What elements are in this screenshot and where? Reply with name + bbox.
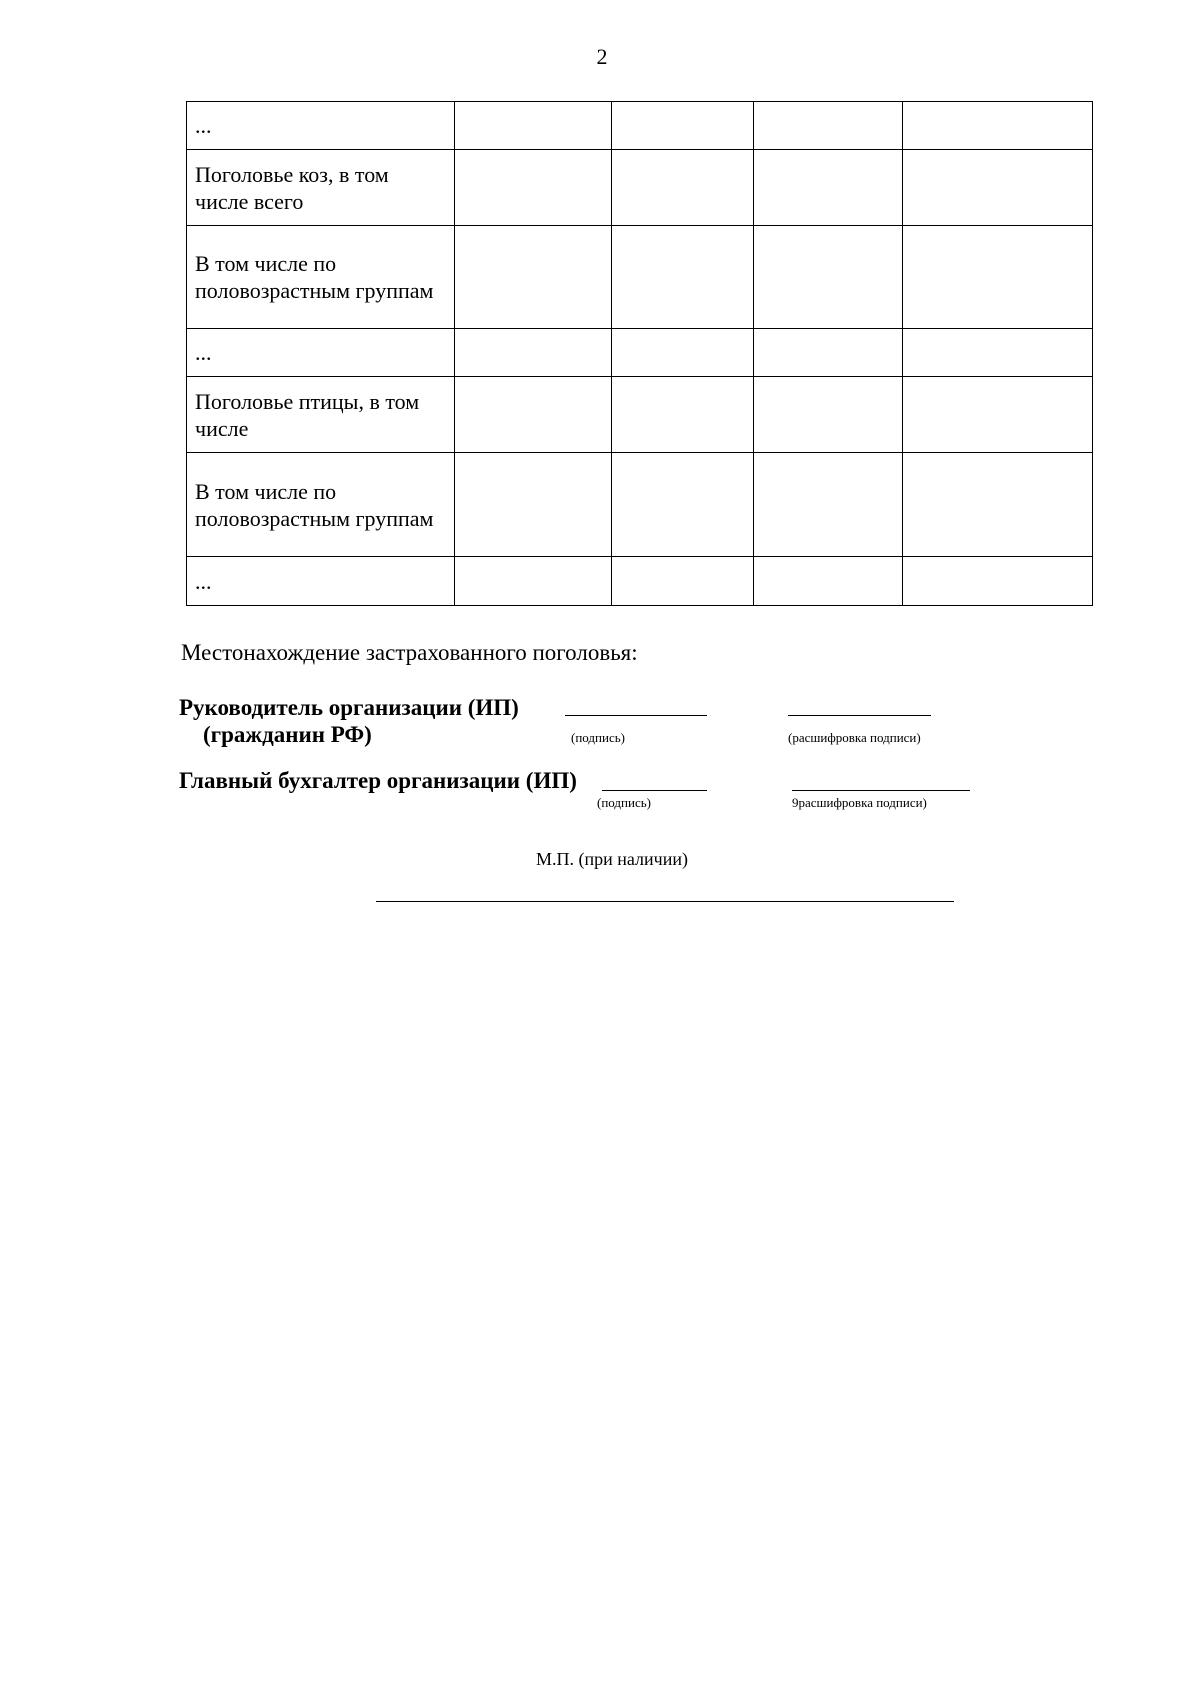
bottom-rule <box>376 901 954 902</box>
accountant-decode-caption: 9расшифровка подписи) <box>792 795 927 810</box>
row-label: В том числе по половозрастным группам <box>187 226 455 329</box>
table-cell <box>455 453 612 557</box>
table-cell <box>612 453 754 557</box>
table-row <box>187 226 1093 329</box>
table-cell <box>455 226 612 329</box>
accountant-signature-line <box>602 790 707 791</box>
table-cell <box>903 102 1093 150</box>
head-signature-caption: (подпись) <box>571 730 625 745</box>
table-row <box>187 377 1093 453</box>
row-label: В том числе по половозрастным группам <box>187 453 455 557</box>
table-row <box>187 150 1093 226</box>
row-label: Поголовье птицы, в том числе <box>187 377 455 453</box>
table-row <box>187 329 1093 377</box>
table-cell <box>455 377 612 453</box>
livestock-table <box>186 101 1093 606</box>
table-cell <box>903 329 1093 377</box>
table-cell <box>612 557 754 606</box>
accountant-signature-caption: (подпись) <box>597 795 651 810</box>
table-cell <box>754 377 903 453</box>
head-title-line2: (гражданин РФ) <box>203 722 372 747</box>
head-signature-line <box>565 715 707 716</box>
table-cell <box>903 226 1093 329</box>
table-cell <box>903 377 1093 453</box>
location-label: Местонахождение застрахованного поголовья: <box>181 640 638 665</box>
head-decode-caption: (расшифровка подписи) <box>788 730 921 745</box>
accountant-title: Главный бухгалтер организации (ИП) <box>179 768 577 793</box>
table-cell <box>903 150 1093 226</box>
table-cell <box>612 329 754 377</box>
table-row <box>187 102 1093 150</box>
table-cell <box>754 329 903 377</box>
table-cell <box>455 150 612 226</box>
head-decode-line <box>788 715 931 716</box>
table-cell <box>754 453 903 557</box>
table-cell <box>612 150 754 226</box>
table-cell <box>612 102 754 150</box>
table-cell <box>754 150 903 226</box>
page-number: 2 <box>596 44 608 69</box>
table-row <box>187 453 1093 557</box>
table-cell <box>754 102 903 150</box>
head-title-line1: Руководитель организации (ИП) <box>179 695 519 720</box>
table-cell <box>754 226 903 329</box>
table-cell <box>612 377 754 453</box>
table-cell <box>903 557 1093 606</box>
table-cell <box>754 557 903 606</box>
table-cell <box>455 557 612 606</box>
row-label: ... <box>187 102 455 150</box>
accountant-decode-line <box>792 790 970 791</box>
table-cell <box>903 453 1093 557</box>
table-row <box>187 557 1093 606</box>
table-cell <box>455 329 612 377</box>
row-label: ... <box>187 329 455 377</box>
table-cell <box>612 226 754 329</box>
table-cell <box>455 102 612 150</box>
row-label: Поголовье коз, в том числе всего <box>187 150 455 226</box>
row-label: ... <box>187 557 455 606</box>
stamp-label: М.П. (при наличии) <box>536 849 688 869</box>
